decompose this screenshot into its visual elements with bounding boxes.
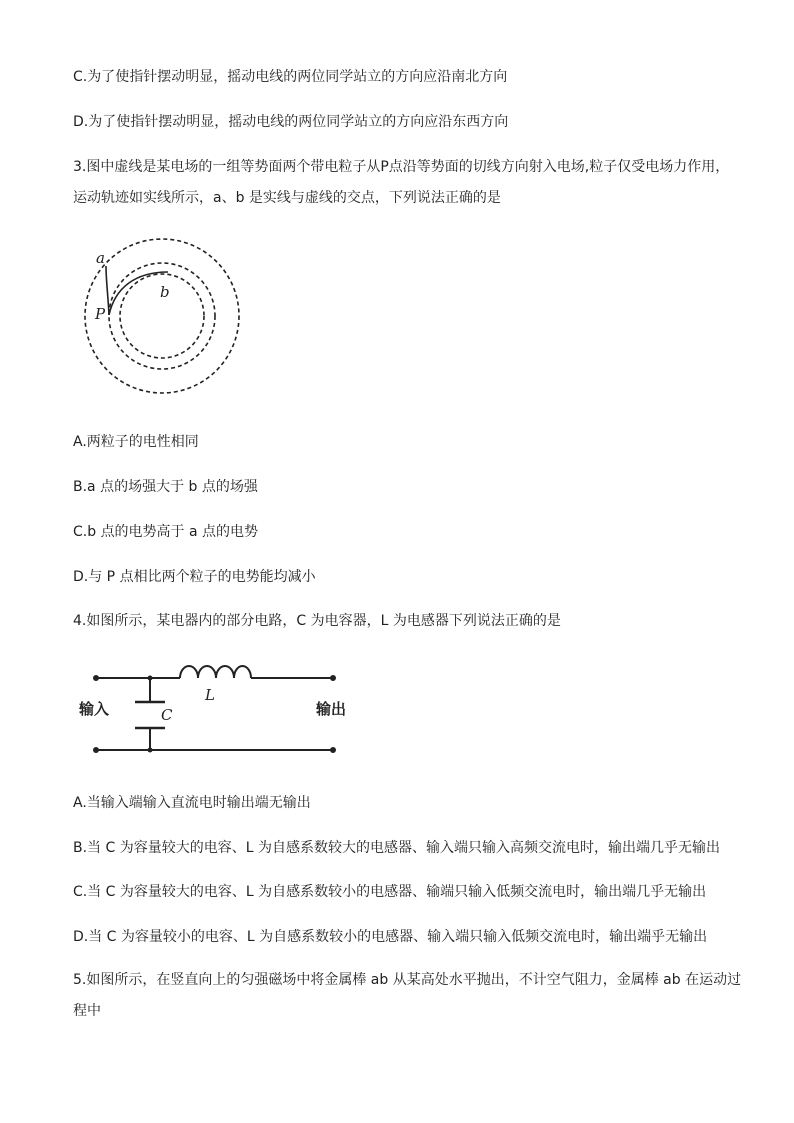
option-q4-d: D.当 C 为容量较小的电容、L 为自感系数较小的电感器、输入端只输入低频交流电时，输出端乎无输出 <box>73 929 708 945</box>
option-q3-b: B.a 点的场强大于 b 点的场强 <box>73 479 258 495</box>
option-q3-d: D.与 P 点相比两个粒子的电势能均减小 <box>73 569 316 585</box>
label-a: a <box>96 249 105 267</box>
input-terminal-top <box>93 675 99 681</box>
junction-top <box>148 676 153 681</box>
question-5-stem-line-2: 程中 <box>73 1003 101 1019</box>
input-terminal-bottom <box>93 747 99 753</box>
label-c: C <box>161 706 173 724</box>
option-q4-a: A.当输入端输入直流电时输出端无输出 <box>73 795 311 811</box>
option-q3-c: C.b 点的电势高于 a 点的电势 <box>73 524 259 540</box>
label-l: L <box>205 686 215 704</box>
option-q4-b: B.当 C 为容量较大的电容、L 为自感系数较大的电感器、输入端只输入高频交流电时，输出端几乎无输出 <box>73 840 720 856</box>
label-output: 输出 <box>316 700 347 718</box>
question-3-stem-line-2: 运动轨迹如实线所示，a、b 是实线与虚线的交点，下列说法正确的是 <box>73 190 501 206</box>
output-terminal-top <box>330 675 336 681</box>
output-terminal-bottom <box>330 747 336 753</box>
question-5-stem-line-1: 5.如图所示，在竖直向上的匀强磁场中将金属棒 ab 从某高处水平抛出，不计空气阻力，金属棒 ab 在运动过 <box>73 972 742 988</box>
option-q4-c: C.当 C 为容量较大的电容、L 为自感系数较小的电感器、输端只输入低频交流电时，输出端几乎无输出 <box>73 884 707 900</box>
label-input: 输入 <box>79 700 110 718</box>
question-4-stem: 4.如图所示，某电器内的部分电路，C 为电容器，L 为电感器下列说法正确的是 <box>73 613 561 629</box>
option-q3-a: A.两粒子的电性相同 <box>73 434 199 450</box>
label-b: b <box>160 283 170 301</box>
option-q2-d: D.为了使指针摆动明显，摇动电线的两位同学站立的方向应沿东西方向 <box>73 114 509 130</box>
junction-bottom <box>148 748 153 753</box>
question-3-stem-line-1: 3.图中虚线是某电场的一组等势面两个带电粒子从P点沿等势面的切线方向射入电场,粒子仅受电场力作用， <box>73 159 730 175</box>
inductor-coil <box>180 666 251 678</box>
label-p: P <box>95 305 106 323</box>
option-q2-c: C.为了使指针摆动明显，摇动电线的两位同学站立的方向应沿南北方向 <box>73 69 508 85</box>
